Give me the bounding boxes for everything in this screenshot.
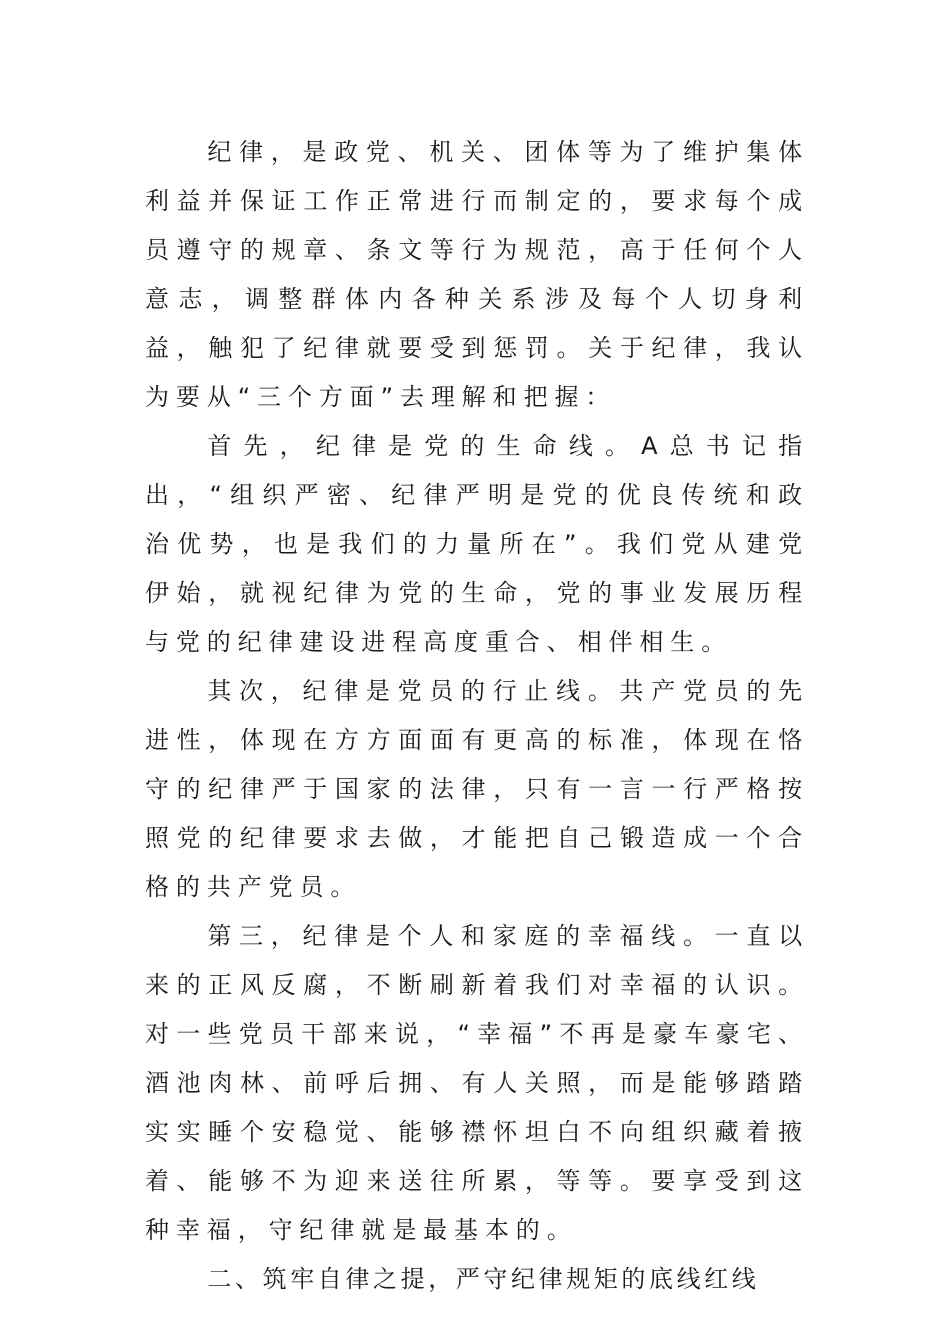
paragraph-discipline-definition: 纪律，是政党、机关、团体等为了维护集体利益并保证工作正常进行而制定的，要求每个成员遵守的规章、条文等行为规范，高于任何个人意志，调整群体内各种关系涉及每个人切身利益，触犯了纪律就要受到惩罚。关于纪律，我认为要从“三个方面”去理解和把握：: [145, 138, 809, 411]
paragraph-happiness-line: 第三，纪律是个人和家庭的幸福线。一直以来的正风反腐，不断刷新着我们对幸福的认识。对一些党员干部来说，“幸福”不再是豪车豪宅、酒池肉林、前呼后拥、有人关照，而是能够踏踏实实睡个安稳觉、能够襟怀坦白不向组织藏着掖着、能够不为迎来送往所累，等等。要享受到这种幸福，守纪律就是最基本的。: [145, 922, 809, 1244]
section-heading-self-discipline: 二、筑牢自律之提，严守纪律规矩的底线红线: [207, 1265, 760, 1293]
document-body: [145, 128, 809, 1304]
paragraph-party-lifeline: 首先，纪律是党的生命线。A总书记指出，“组织严密、纪律严明是党的优良传统和政治优势，也是我们的力量所在”。我们党从建党伊始，就视纪律为党的生命，党的事业发展历程与党的纪律建设进程高度重合、相伴相生。: [145, 432, 809, 656]
paragraph-member-conduct-line: 其次，纪律是党员的行止线。共产党员的先进性，体现在方方面面有更高的标准，体现在恪守的纪律严于国家的法律，只有一言一行严格按照党的纪律要求去做，才能把自己锻造成一个合格的共产党员。: [145, 677, 809, 901]
